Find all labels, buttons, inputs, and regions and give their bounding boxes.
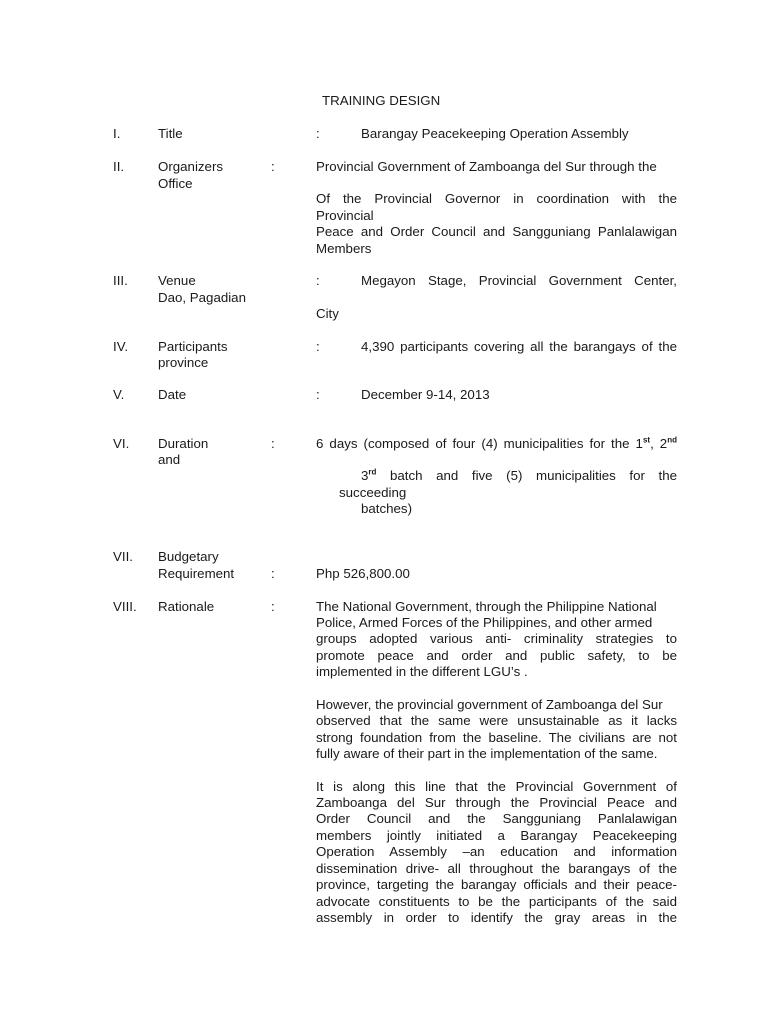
section-number: IV.	[113, 339, 129, 354]
section-number: VII.	[113, 549, 133, 564]
field-colon: :	[271, 599, 275, 614]
field-label-venue-cont: Dao, Pagadian	[158, 290, 246, 305]
rationale-line: strong foundation from the baseline. The civilians are not	[316, 730, 677, 745]
duration-text: , 2	[650, 436, 668, 451]
ordinal-suffix: st	[642, 435, 651, 445]
field-colon: :	[316, 387, 320, 402]
organizers-line: Members	[316, 241, 372, 256]
field-colon: :	[271, 566, 275, 581]
field-value-venue-cont: City	[316, 306, 339, 321]
section-number: V.	[113, 387, 125, 402]
field-label-budgetary: Budgetary	[158, 549, 219, 564]
rationale-line: implemented in the different LGU’s .	[316, 664, 528, 679]
field-value-duration-line3: succeeding	[339, 485, 407, 500]
field-label-venue: Venue	[158, 273, 196, 288]
field-label-title: Title	[158, 126, 183, 141]
duration-text: 3	[361, 468, 369, 483]
field-value-venue: Megayon Stage, Provincial Government Center,	[361, 273, 677, 288]
field-value-duration	[316, 436, 677, 452]
field-label-participants-cont: province	[158, 355, 209, 370]
section-number: I.	[113, 126, 121, 141]
rationale-line: province, targeting the barangay officials and their peace-	[316, 877, 677, 892]
organizers-line: Peace and Order Council and Sangguniang Panlalawigan	[316, 224, 677, 239]
field-colon: :	[316, 273, 320, 288]
document-title: TRAINING DESIGN	[322, 93, 441, 108]
duration-text: 6 days (composed of four (4) municipalities for the 1	[316, 436, 643, 451]
rationale-line: fully aware of their part in the implementation of the same.	[316, 746, 658, 761]
field-value-title: Barangay Peacekeeping Operation Assembly	[361, 126, 629, 141]
rationale-line: Operation Assembly –an education and information	[316, 844, 677, 859]
rationale-line: promote peace and order and public safety, to be	[316, 648, 677, 663]
organizers-line: Of the Provincial Governor in coordination with the	[316, 191, 677, 206]
field-label-participants: Participants	[158, 339, 228, 354]
rationale-line: However, the provincial government of Zamboanga del Sur	[316, 697, 663, 712]
rationale-line: advocate constituents to be the participants of the said	[316, 894, 677, 909]
section-number: III.	[113, 273, 128, 288]
ordinal-suffix: nd	[667, 435, 677, 445]
field-label-duration: Duration	[158, 436, 209, 451]
field-value-duration-line4: batches)	[361, 501, 412, 516]
rationale-line: The National Government, through the Philippine National	[316, 599, 657, 614]
rationale-line: It is along this line that the Provincial Government of	[316, 779, 677, 794]
section-number: VIII.	[113, 599, 137, 614]
field-colon: :	[316, 339, 320, 354]
field-label-rationale: Rationale	[158, 599, 215, 614]
rationale-line: members jointly initiated a Barangay Peacekeeping	[316, 828, 677, 843]
rationale-line: observed that the same were unsustainable as it lacks	[316, 713, 677, 728]
field-value-participants: 4,390 participants covering all the barangays of the	[361, 339, 677, 354]
rationale-line: Zamboanga del Sur through the Provincial Peace and	[316, 795, 677, 810]
field-colon: :	[316, 126, 320, 141]
section-number: II.	[113, 159, 125, 174]
field-label-organizers-cont: Office	[158, 176, 193, 191]
field-value-organizers: Provincial Government of Zamboanga del Sur through the	[316, 159, 657, 174]
rationale-line: groups adopted various anti- criminality strategies to	[316, 631, 677, 646]
field-value-budget: Php 526,800.00	[316, 566, 410, 581]
rationale-line: dissemination drive- all throughout the barangays of the	[316, 861, 677, 876]
field-label-date: Date	[158, 387, 187, 402]
ordinal-suffix: rd	[368, 467, 377, 477]
field-value-date: December 9-14, 2013	[361, 387, 490, 402]
rationale-line: Order Council and the Sangguniang Panlalawigan	[316, 811, 677, 826]
field-label-requirement: Requirement	[158, 566, 235, 581]
organizers-line: Provincial	[316, 208, 374, 223]
field-label-organizers: Organizers	[158, 159, 224, 174]
field-colon: :	[271, 159, 275, 174]
section-number: VI.	[113, 436, 130, 451]
rationale-line: assembly in order to identify the gray areas in the	[316, 910, 677, 925]
field-label-duration-cont: and	[158, 452, 181, 467]
field-value-duration-line2	[361, 468, 677, 484]
duration-text: batch and five (5) municipalities for the	[376, 468, 677, 483]
field-colon: :	[271, 436, 275, 451]
rationale-line: Police, Armed Forces of the Philippines, and other armed	[316, 615, 653, 630]
